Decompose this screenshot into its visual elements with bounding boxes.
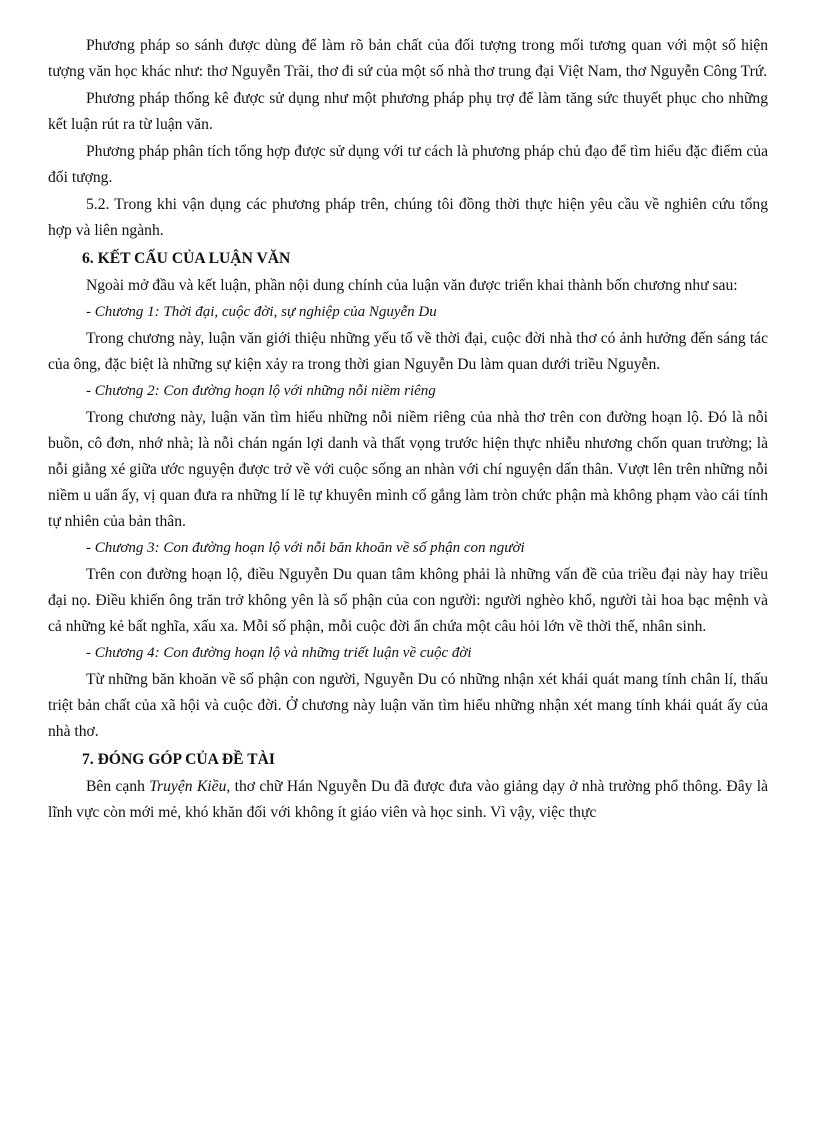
paragraph-interdisciplinary: 5.2. Trong khi vận dụng các phương pháp trên, chúng tôi đồng thời thực hiện yêu cầu về nghiên cứu tổng hợp và liên ngành. [48, 196, 768, 239]
contribution-text-rest: , thơ chữ Hán Nguyễn Du đã được đưa vào giảng dạy ở nhà trường phổ thông. Đây là lĩnh vực còn mới mẻ, khó khăn đối với không ít giáo viên và học sinh. Vì vậy, việc thực [48, 778, 769, 821]
work-title-truyen-kieu: Truyện Kiều [149, 778, 227, 795]
document-page [48, 33, 768, 827]
chapter-2-text: Trong chương này, luận văn tìm hiểu những nỗi niềm riêng của nhà thơ trên con đường hoạn lộ. Đó là nỗi buồn, cô đơn, nhớ nhà; là nỗi chán ngán lợi danh và thất vọng trước hiện thực nhiễu nhương chốn quan trường; là nỗi giằng xé giữa ước nguyện được trở về với cuộc sống an nhàn với chí nguyện dấn thân. Vượt lên trên những nỗi niềm u uẩn ấy, vị quan đưa ra những lí lẽ tự khuyên mình cố gắng làm tròn chức phận mà không phạm vào cái tính tự nhiên của bản thân. [48, 409, 768, 530]
paragraph-contribution [48, 774, 768, 826]
chapter-4-title: - Chương 4: Con đường hoạn lộ và những triết luận về cuộc đời [86, 645, 472, 661]
chapter-4-text: Từ những băn khoăn về số phận con người, Nguyễn Du có những nhận xét khái quát mang tính chân lí, thấu triệt bản chất của xã hội và cuộc đời. Ở chương này luận văn tìm hiểu những nhận xét mang tính khái quát ấy của nhà thơ. [48, 671, 768, 740]
chapter-3-title: - Chương 3: Con đường hoạn lộ với nỗi băn khoăn về số phận con người [86, 540, 525, 556]
chapter-1-title: - Chương 1: Thời đại, cuộc đời, sự nghiệp của Nguyễn Du [86, 304, 437, 320]
paragraph-comparison-method: Phương pháp so sánh được dùng để làm rõ bản chất của đối tượng trong mối tương quan với một số hiện tượng văn học khác như: thơ Nguyễn Trãi, thơ đi sứ của một số nhà thơ trung đại Việt Nam, thơ Nguyễn Công Trứ. [48, 37, 768, 80]
section-heading-contribution: 7. ĐÓNG GÓP CỦA ĐỀ TÀI [82, 751, 275, 768]
contribution-text-start: Bên cạnh [86, 778, 150, 795]
paragraph-analysis-method: Phương pháp phân tích tổng hợp được sử dụng với tư cách là phương pháp chủ đạo để tìm hiểu đặc điểm của đối tượng. [48, 143, 768, 186]
paragraph-structure-intro: Ngoài mở đầu và kết luận, phần nội dung chính của luận văn được triển khai thành bốn chương như sau: [86, 277, 738, 294]
paragraph-statistics-method: Phương pháp thống kê được sử dụng như một phương pháp phụ trợ để làm tăng sức thuyết phục cho những kết luận rút ra từ luận văn. [48, 90, 768, 133]
chapter-3-text: Trên con đường hoạn lộ, điều Nguyễn Du quan tâm không phải là những vấn đề của triều đại này hay triều đại nọ. Điều khiến ông trăn trở không yên là số phận của con người: người nghèo khổ, người tài hoa bạc mệnh và cả những kẻ bất nghĩa, xấu xa. Mỗi số phận, mỗi cuộc đời ẩn chứa một câu hỏi lớn về thời thế, nhân sinh. [48, 566, 768, 635]
section-heading-structure: 6. KẾT CẤU CỦA LUẬN VĂN [82, 250, 291, 267]
chapter-2-title: - Chương 2: Con đường hoạn lộ với những nỗi niềm riêng [86, 383, 436, 399]
chapter-1-text: Trong chương này, luận văn giới thiệu những yếu tố về thời đại, cuộc đời nhà thơ có ảnh hưởng đến sáng tác của ông, đặc biệt là những sự kiện xảy ra trong thời gian Nguyễn Du làm quan dưới triều Nguyễn. [48, 330, 768, 373]
